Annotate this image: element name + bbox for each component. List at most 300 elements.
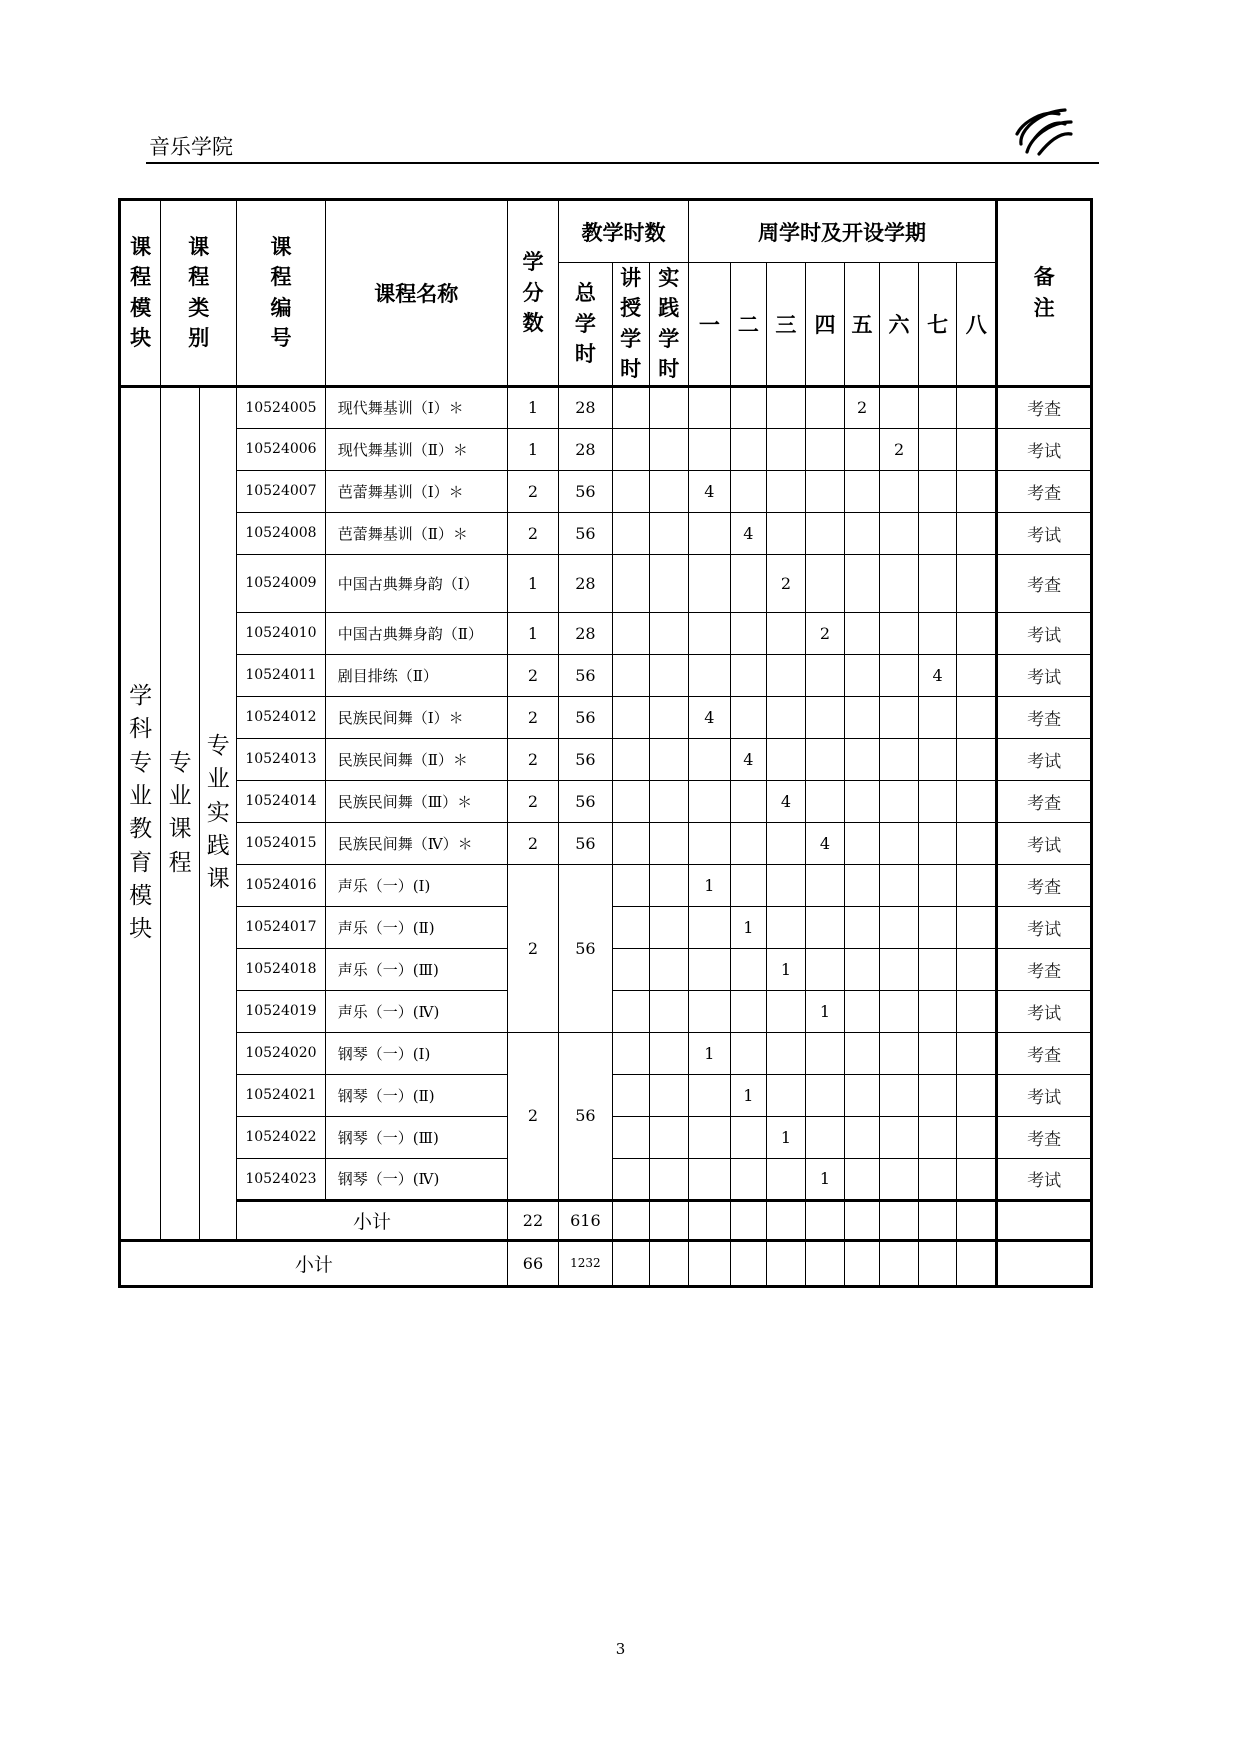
semester-cell xyxy=(957,654,997,696)
course-assessment: 考查 xyxy=(997,696,1092,738)
course-code: 10524010 xyxy=(237,612,325,654)
semester-cell xyxy=(688,906,730,948)
semester-cell: 4 xyxy=(688,696,730,738)
semester-cell xyxy=(730,1158,766,1200)
course-practice-hours xyxy=(649,1116,688,1158)
empty-cell xyxy=(649,1240,688,1286)
course-total-hours: 56 xyxy=(559,780,612,822)
semester-cell xyxy=(805,780,844,822)
header-category: 课程类别 xyxy=(161,200,237,387)
empty-cell xyxy=(612,1200,649,1240)
semester-cell xyxy=(919,554,957,612)
semester-cell xyxy=(805,428,844,470)
header-note: 备注 xyxy=(997,200,1092,387)
semester-cell xyxy=(805,654,844,696)
semester-cell xyxy=(766,512,805,554)
empty-cell xyxy=(688,1240,730,1286)
semester-cell xyxy=(845,738,880,780)
course-name: 中国古典舞身韵（Ⅰ） xyxy=(325,554,507,612)
empty-cell xyxy=(880,1200,919,1240)
semester-cell xyxy=(805,864,844,906)
header-semester-2: 二 xyxy=(730,263,766,387)
semester-cell: 1 xyxy=(688,1032,730,1074)
course-code: 10524017 xyxy=(237,906,325,948)
semester-cell xyxy=(880,512,919,554)
header-name: 课程名称 xyxy=(325,200,507,387)
course-total-hours: 56 xyxy=(559,470,612,512)
course-name: 钢琴（一）(Ⅲ) xyxy=(325,1116,507,1158)
semester-cell xyxy=(766,654,805,696)
header-semester-8: 八 xyxy=(957,263,997,387)
course-name: 民族民间舞（Ⅲ）＊ xyxy=(325,780,507,822)
course-code: 10524011 xyxy=(237,654,325,696)
table-row xyxy=(120,696,1092,738)
empty-cell xyxy=(766,1240,805,1286)
course-credit: 2 xyxy=(507,822,558,864)
semester-cell xyxy=(880,554,919,612)
course-assessment: 考试 xyxy=(997,822,1092,864)
course-assessment: 考查 xyxy=(997,864,1092,906)
course-total-hours: 28 xyxy=(559,386,612,428)
course-lecture-hours xyxy=(612,864,649,906)
semester-cell xyxy=(845,1032,880,1074)
course-rows xyxy=(120,386,1092,1286)
module-label: 学科专业教育模块 xyxy=(120,386,161,1240)
semester-cell: 4 xyxy=(730,738,766,780)
semester-cell xyxy=(845,1116,880,1158)
semester-cell xyxy=(957,386,997,428)
course-credit: 1 xyxy=(507,428,558,470)
semester-cell xyxy=(880,1032,919,1074)
course-credit: 2 xyxy=(507,696,558,738)
course-practice-hours xyxy=(649,864,688,906)
semester-cell xyxy=(919,1116,957,1158)
total-hours: 1232 xyxy=(559,1240,612,1286)
empty-cell xyxy=(649,1200,688,1240)
course-assessment: 考试 xyxy=(997,906,1092,948)
empty-cell xyxy=(997,1240,1092,1286)
header-semester-7: 七 xyxy=(919,263,957,387)
course-code: 10524005 xyxy=(237,386,325,428)
empty-cell xyxy=(845,1240,880,1286)
empty-cell xyxy=(880,1240,919,1286)
course-credit: 2 xyxy=(507,470,558,512)
semester-cell xyxy=(957,512,997,554)
semester-cell: 1 xyxy=(805,1158,844,1200)
semester-cell xyxy=(730,428,766,470)
semester-cell xyxy=(845,512,880,554)
semester-cell xyxy=(880,696,919,738)
semester-cell xyxy=(880,470,919,512)
semester-cell xyxy=(957,696,997,738)
semester-cell xyxy=(688,822,730,864)
course-practice-hours xyxy=(649,1158,688,1200)
course-name: 中国古典舞身韵（Ⅱ） xyxy=(325,612,507,654)
semester-cell xyxy=(957,612,997,654)
semester-cell xyxy=(688,990,730,1032)
empty-cell xyxy=(730,1240,766,1286)
course-lecture-hours xyxy=(612,1074,649,1116)
course-name: 声乐（一）(Ⅱ) xyxy=(325,906,507,948)
course-practice-hours xyxy=(649,738,688,780)
empty-cell xyxy=(805,1200,844,1240)
course-credit: 2 xyxy=(507,654,558,696)
semester-cell: 2 xyxy=(805,612,844,654)
course-lecture-hours xyxy=(612,612,649,654)
subcategory-label: 专业实践课 xyxy=(200,386,237,1240)
semester-cell xyxy=(766,696,805,738)
empty-cell xyxy=(688,1200,730,1240)
semester-cell xyxy=(919,470,957,512)
semester-cell xyxy=(688,1158,730,1200)
semester-cell xyxy=(880,738,919,780)
header-rule xyxy=(146,162,1099,164)
course-lecture-hours xyxy=(612,654,649,696)
course-code: 10524015 xyxy=(237,822,325,864)
semester-cell xyxy=(919,864,957,906)
course-lecture-hours xyxy=(612,780,649,822)
semester-cell xyxy=(880,1116,919,1158)
semester-cell xyxy=(957,906,997,948)
course-total-hours: 56 xyxy=(559,654,612,696)
semester-cell xyxy=(845,822,880,864)
semester-cell xyxy=(688,654,730,696)
semester-cell xyxy=(957,1158,997,1200)
semester-cell xyxy=(880,780,919,822)
semester-cell xyxy=(845,864,880,906)
semester-cell xyxy=(845,990,880,1032)
course-practice-hours xyxy=(649,948,688,990)
empty-cell xyxy=(612,1240,649,1286)
course-lecture-hours xyxy=(612,512,649,554)
semester-cell xyxy=(880,864,919,906)
semester-cell xyxy=(919,780,957,822)
course-total-hours: 28 xyxy=(559,428,612,470)
course-assessment: 考查 xyxy=(997,1116,1092,1158)
course-assessment: 考试 xyxy=(997,990,1092,1032)
header-credit: 学分数 xyxy=(507,200,558,387)
header-lecture-hours: 讲授学时 xyxy=(612,263,649,387)
course-total-hours: 28 xyxy=(559,554,612,612)
course-lecture-hours xyxy=(612,470,649,512)
semester-cell xyxy=(766,428,805,470)
semester-cell xyxy=(730,1116,766,1158)
semester-cell xyxy=(957,780,997,822)
semester-cell xyxy=(919,738,957,780)
table-row xyxy=(120,738,1092,780)
course-code: 10524018 xyxy=(237,948,325,990)
semester-cell xyxy=(957,1116,997,1158)
course-lecture-hours xyxy=(612,990,649,1032)
course-credit: 2 xyxy=(507,512,558,554)
page-header-title: 音乐学院 xyxy=(149,135,233,159)
semester-cell: 4 xyxy=(730,512,766,554)
course-name: 现代舞基训（Ⅱ）＊ xyxy=(325,428,507,470)
semester-cell xyxy=(880,906,919,948)
course-name: 钢琴（一）(Ⅳ) xyxy=(325,1158,507,1200)
course-lecture-hours xyxy=(612,822,649,864)
course-credit: 1 xyxy=(507,612,558,654)
school-emblem-icon xyxy=(1013,104,1075,156)
course-assessment: 考试 xyxy=(997,612,1092,654)
subtotal-label: 小计 xyxy=(237,1200,508,1240)
table-row xyxy=(120,1032,1092,1074)
semester-cell: 4 xyxy=(688,470,730,512)
semester-cell: 1 xyxy=(688,864,730,906)
semester-cell xyxy=(730,554,766,612)
semester-cell xyxy=(805,696,844,738)
semester-cell xyxy=(805,386,844,428)
total-row xyxy=(120,1240,1092,1286)
course-total-hours: 56 xyxy=(559,512,612,554)
course-practice-hours xyxy=(649,428,688,470)
subtotal-credit: 22 xyxy=(507,1200,558,1240)
course-plan-table xyxy=(118,198,1093,1288)
course-assessment: 考试 xyxy=(997,738,1092,780)
course-total-hours: 56 xyxy=(559,696,612,738)
course-practice-hours xyxy=(649,780,688,822)
semester-cell xyxy=(919,612,957,654)
course-practice-hours xyxy=(649,1032,688,1074)
semester-cell xyxy=(730,948,766,990)
semester-cell xyxy=(957,738,997,780)
header-semester-6: 六 xyxy=(880,263,919,387)
course-practice-hours xyxy=(649,1074,688,1116)
course-lecture-hours xyxy=(612,554,649,612)
semester-cell xyxy=(845,1158,880,1200)
header-code: 课程编号 xyxy=(237,200,325,387)
course-assessment: 考试 xyxy=(997,654,1092,696)
course-code: 10524020 xyxy=(237,1032,325,1074)
semester-cell xyxy=(957,864,997,906)
semester-cell: 1 xyxy=(730,1074,766,1116)
semester-cell xyxy=(880,948,919,990)
table-row xyxy=(120,554,1092,612)
semester-cell xyxy=(845,654,880,696)
subtotal-hours: 616 xyxy=(559,1200,612,1240)
semester-cell xyxy=(805,1032,844,1074)
empty-cell xyxy=(919,1240,957,1286)
semester-cell xyxy=(919,948,957,990)
semester-cell xyxy=(766,1074,805,1116)
semester-cell xyxy=(688,554,730,612)
semester-cell xyxy=(919,822,957,864)
empty-cell xyxy=(730,1200,766,1240)
semester-cell xyxy=(688,512,730,554)
semester-cell xyxy=(730,612,766,654)
course-name: 声乐（一）(Ⅲ) xyxy=(325,948,507,990)
course-name: 民族民间舞（Ⅳ）＊ xyxy=(325,822,507,864)
table-row xyxy=(120,512,1092,554)
semester-cell xyxy=(766,470,805,512)
course-lecture-hours xyxy=(612,948,649,990)
course-practice-hours xyxy=(649,386,688,428)
course-assessment: 考查 xyxy=(997,780,1092,822)
header-weekly-hours: 周学时及开设学期 xyxy=(688,200,997,263)
semester-cell xyxy=(845,612,880,654)
header-semester-5: 五 xyxy=(845,263,880,387)
course-assessment: 考查 xyxy=(997,1032,1092,1074)
semester-cell xyxy=(957,1074,997,1116)
semester-cell xyxy=(688,612,730,654)
semester-cell xyxy=(688,1074,730,1116)
course-lecture-hours xyxy=(612,906,649,948)
semester-cell xyxy=(730,386,766,428)
semester-cell xyxy=(845,428,880,470)
course-credit: 2 xyxy=(507,780,558,822)
course-code: 10524021 xyxy=(237,1074,325,1116)
course-practice-hours xyxy=(649,654,688,696)
course-name: 民族民间舞（Ⅰ）＊ xyxy=(325,696,507,738)
semester-cell xyxy=(845,696,880,738)
semester-cell xyxy=(880,1158,919,1200)
course-name: 民族民间舞（Ⅱ）＊ xyxy=(325,738,507,780)
semester-cell xyxy=(766,738,805,780)
semester-cell xyxy=(766,906,805,948)
course-code: 10524009 xyxy=(237,554,325,612)
semester-cell xyxy=(688,386,730,428)
page-number: 3 xyxy=(615,1640,626,1658)
course-practice-hours xyxy=(649,554,688,612)
course-practice-hours xyxy=(649,612,688,654)
semester-cell xyxy=(957,470,997,512)
semester-cell xyxy=(880,1074,919,1116)
semester-cell xyxy=(845,1074,880,1116)
empty-cell xyxy=(957,1200,997,1240)
semester-cell: 4 xyxy=(919,654,957,696)
course-code: 10524016 xyxy=(237,864,325,906)
header-teaching-hours: 教学时数 xyxy=(559,200,689,263)
semester-cell: 2 xyxy=(766,554,805,612)
course-practice-hours xyxy=(649,512,688,554)
header-total-hours: 总学时 xyxy=(559,263,612,387)
course-code: 10524008 xyxy=(237,512,325,554)
course-lecture-hours xyxy=(612,1158,649,1200)
semester-cell xyxy=(880,822,919,864)
total-credit: 66 xyxy=(507,1240,558,1286)
course-credit: 1 xyxy=(507,386,558,428)
course-lecture-hours xyxy=(612,428,649,470)
course-name: 芭蕾舞基训（Ⅰ）＊ xyxy=(325,470,507,512)
semester-cell xyxy=(957,990,997,1032)
empty-cell xyxy=(766,1200,805,1240)
table-row xyxy=(120,612,1092,654)
semester-cell xyxy=(957,428,997,470)
semester-cell xyxy=(805,554,844,612)
semester-cell xyxy=(880,654,919,696)
course-code: 10524022 xyxy=(237,1116,325,1158)
header-module: 课程模块 xyxy=(120,200,161,387)
table-row xyxy=(120,654,1092,696)
semester-cell xyxy=(919,1074,957,1116)
semester-cell xyxy=(805,470,844,512)
semester-cell xyxy=(730,780,766,822)
table-row xyxy=(120,864,1092,906)
course-assessment: 考试 xyxy=(997,512,1092,554)
semester-cell xyxy=(880,386,919,428)
semester-cell xyxy=(766,386,805,428)
semester-cell xyxy=(730,654,766,696)
table-row xyxy=(120,386,1092,428)
semester-cell xyxy=(919,428,957,470)
course-code: 10524006 xyxy=(237,428,325,470)
course-assessment: 考查 xyxy=(997,470,1092,512)
course-assessment: 考查 xyxy=(997,554,1092,612)
semester-cell xyxy=(730,822,766,864)
course-lecture-hours xyxy=(612,386,649,428)
semester-cell xyxy=(730,864,766,906)
course-assessment: 考试 xyxy=(997,1158,1092,1200)
semester-cell xyxy=(766,1158,805,1200)
header-semester-1: 一 xyxy=(688,263,730,387)
semester-cell xyxy=(805,1116,844,1158)
semester-cell: 1 xyxy=(805,990,844,1032)
course-code: 10524019 xyxy=(237,990,325,1032)
course-practice-hours xyxy=(649,822,688,864)
semester-cell xyxy=(919,512,957,554)
semester-cell: 4 xyxy=(766,780,805,822)
semester-cell xyxy=(730,470,766,512)
empty-cell xyxy=(957,1240,997,1286)
course-name: 剧目排练（Ⅱ） xyxy=(325,654,507,696)
course-code: 10524012 xyxy=(237,696,325,738)
course-lecture-hours xyxy=(612,738,649,780)
semester-cell xyxy=(805,906,844,948)
course-total-hours: 56 xyxy=(559,864,612,1032)
total-label: 小计 xyxy=(120,1240,508,1286)
semester-cell xyxy=(845,906,880,948)
semester-cell xyxy=(766,1032,805,1074)
table-row xyxy=(120,428,1092,470)
course-assessment: 考试 xyxy=(997,1074,1092,1116)
semester-cell xyxy=(805,512,844,554)
category-label: 专业课程 xyxy=(161,386,200,1240)
course-total-hours: 56 xyxy=(559,1032,612,1200)
semester-cell xyxy=(957,1032,997,1074)
course-name: 芭蕾舞基训（Ⅱ）＊ xyxy=(325,512,507,554)
semester-cell xyxy=(880,990,919,1032)
semester-cell xyxy=(688,1116,730,1158)
course-code: 10524007 xyxy=(237,470,325,512)
course-code: 10524023 xyxy=(237,1158,325,1200)
semester-cell xyxy=(805,948,844,990)
course-lecture-hours xyxy=(612,696,649,738)
course-lecture-hours xyxy=(612,1116,649,1158)
semester-cell: 2 xyxy=(845,386,880,428)
semester-cell xyxy=(766,864,805,906)
empty-cell xyxy=(805,1240,844,1286)
semester-cell: 1 xyxy=(766,1116,805,1158)
table-row xyxy=(120,822,1092,864)
semester-cell xyxy=(688,948,730,990)
course-assessment: 考查 xyxy=(997,948,1092,990)
semester-cell xyxy=(919,1032,957,1074)
semester-cell xyxy=(957,948,997,990)
semester-cell xyxy=(919,696,957,738)
header-practice-hours: 实践学时 xyxy=(649,263,688,387)
semester-cell xyxy=(688,780,730,822)
course-name: 声乐（一）(Ⅰ) xyxy=(325,864,507,906)
semester-cell xyxy=(845,470,880,512)
course-total-hours: 56 xyxy=(559,822,612,864)
course-credit: 2 xyxy=(507,1032,558,1200)
course-name: 声乐（一）(Ⅳ) xyxy=(325,990,507,1032)
header-semester-4: 四 xyxy=(805,263,844,387)
semester-cell xyxy=(845,780,880,822)
header-semester-3: 三 xyxy=(766,263,805,387)
subtotal-row xyxy=(120,1200,1092,1240)
course-practice-hours xyxy=(649,696,688,738)
